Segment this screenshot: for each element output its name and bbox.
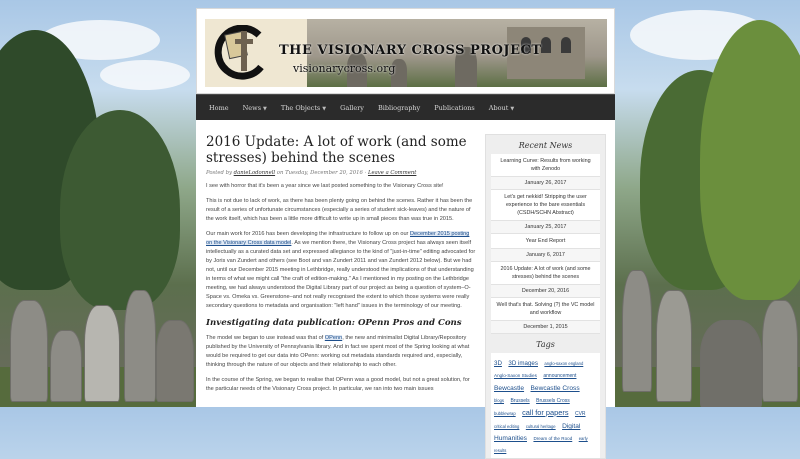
tag-link[interactable]: 3D	[494, 360, 502, 367]
logo-title: THE VISIONARY CROSS PROJECT	[279, 43, 542, 58]
tag-link[interactable]: Brussels	[510, 398, 530, 404]
news-item-date: December 20, 2016	[491, 285, 600, 298]
news-item-link[interactable]: Well that's that. Solving (?) the VC model and workflow	[491, 298, 600, 321]
paragraph-3: Our main work for 2016 has been developing the infrastructure to follow up on our December 2015 posting on the Visionary Cross data model. As we mention there, the Visionary Cross project has always seen itself intellectually as a curated data set and expressed allegiance to the kind of "just-in-time" editing advocated for by Joris van Zundert and others (see Boot and van Zundert 2011 and van Zundert 2012 below). But we had not, until our December 2015 meeting in Lethbridge, really understood the implications of that understanding in terms of what we might call "the craft of edition-making." As I mentioned in my posting on the Lethbridge meeting, we had always understood the Digital Library part of our project as being a question of system–O-Space vs. Omeka vs. Greenstone–and not really recognised the extent to which those systems were really secondary questions to metadata and organisation: "left hand" issues in the terminology of our meeting.	[206, 231, 476, 309]
nav-item-label: About	[488, 104, 509, 112]
tag-link[interactable]: Anglo-Saxon Studies	[494, 373, 537, 378]
recent-news-title: Recent News	[518, 141, 573, 150]
nav-item-gallery[interactable]	[333, 95, 371, 122]
tag-link[interactable]: Bewcastle	[494, 385, 525, 392]
news-item-date: December 1, 2015	[491, 321, 600, 334]
sidebar	[485, 134, 606, 459]
tag-link[interactable]: anglo-saxon england	[544, 361, 584, 366]
chevron-down-icon: ▼	[263, 106, 267, 112]
paragraph-1: I see with horror that it's been a year since we last posted something to the Visionary Cross site!	[206, 183, 444, 189]
cross-logo-icon	[211, 25, 267, 81]
meta-prefix: Posted by	[206, 170, 232, 176]
page-container	[196, 8, 615, 453]
tag-link[interactable]: Bewcastle Cross	[530, 385, 580, 392]
tag-link[interactable]: cultural heritage	[525, 424, 556, 429]
tag-link[interactable]: Digital	[562, 423, 581, 430]
nav-item-label: Home	[209, 104, 229, 112]
nav-item-label: Gallery	[340, 104, 364, 112]
nav-item-the-objects[interactable]	[274, 95, 333, 122]
content-area	[196, 120, 615, 453]
leave-comment-link[interactable]: Leave a Comment	[367, 170, 417, 176]
tags-title: Tags	[536, 340, 555, 349]
nav-item-label: News	[242, 104, 262, 112]
tag-link[interactable]: critical editing	[494, 424, 520, 429]
recent-news-list	[491, 154, 600, 334]
nav-item-publications[interactable]	[427, 95, 482, 122]
tag-link[interactable]: Dream of the Rood	[533, 436, 573, 441]
tag-cloud	[491, 353, 600, 458]
chevron-down-icon: ▼	[322, 106, 327, 112]
post-article	[206, 134, 476, 394]
post-meta	[206, 170, 476, 176]
tag-link[interactable]: bubblewrap	[494, 411, 516, 416]
nav-item-home[interactable]	[202, 95, 236, 122]
post-title[interactable]: 2016 Update: A lot of work (and some stresses) behind the scenes	[206, 134, 467, 166]
news-item-link[interactable]: Learning Curve: Results from working with Zenodo	[491, 154, 600, 177]
openn-link[interactable]: OPenn	[324, 335, 343, 341]
nav-item-label: Bibliography	[377, 104, 421, 112]
nav-item-news[interactable]	[236, 95, 274, 122]
news-item-link[interactable]: Year End Report	[491, 234, 600, 249]
tag-link[interactable]: announcement	[543, 373, 577, 379]
site-header	[196, 8, 615, 94]
author-link[interactable]: danieLodonnell	[233, 170, 276, 176]
chevron-down-icon: ▼	[510, 106, 515, 112]
paragraph-2: This is not due to lack of work, as there has been plenty going on behind the scenes. Rather it has been the result of a series of unfortunate circumstances (especially a series of student sick-leaves) and the nature of the work itself, which has been a little more difficult to write up in small pieces than was true in 2015.	[206, 198, 473, 222]
tag-link[interactable]: call for papers	[522, 408, 569, 417]
tag-link[interactable]: Humanities	[494, 435, 527, 442]
news-item-date: January 6, 2017	[491, 249, 600, 262]
tag-link[interactable]: Brussels Cross	[536, 398, 570, 404]
paragraph-5: In the course of the Spring, we began to realise that OPenn was a good model, but not a great solution, for the particular needs of the Visionary Cross project. In particular, we ran into two main issues	[206, 377, 470, 392]
news-item-link[interactable]: 2016 Update: A lot of work (and some stresses) behind the scenes	[491, 262, 600, 285]
nav-item-about[interactable]	[482, 95, 521, 122]
section-heading: Investigating data publication: OPenn Pros and Cons	[206, 318, 462, 328]
news-item-date: January 26, 2017	[491, 177, 600, 190]
news-item-link[interactable]: Let's get nekkid! Stripping the user experience to the bare essentials (CSDH/SCHN Abstract)	[491, 190, 600, 221]
nav-item-bibliography[interactable]	[371, 95, 427, 122]
nav-item-label: The Objects	[280, 104, 321, 112]
data-model-link[interactable]: December 2015 posting on the Visionary Cross data model	[206, 231, 470, 246]
tag-link[interactable]: CVR	[574, 411, 586, 417]
tag-link[interactable]: blogs	[494, 398, 505, 403]
paragraph-4: The model we began to use instead was that of OPenn, the new and minimalist Digital Library/Repository published by the University of Pennsylvania library. And in fact we spent most of the Spring looking at what would be required to get our data into OPenn: working out metadata standards required and, especially, thinking through the nature of our objects and their relationship to each other.	[206, 335, 470, 368]
tag-link[interactable]: early results	[494, 436, 588, 453]
nav-item-label: Publications	[434, 104, 475, 112]
site-logo-banner[interactable]	[205, 19, 607, 87]
meta-date: on Tuesday, December 20, 2016 ·	[276, 170, 367, 176]
logo-url: visionarycross.org	[293, 62, 396, 75]
tag-link[interactable]: 3D images	[508, 360, 538, 367]
news-item-date: January 25, 2017	[491, 221, 600, 234]
main-navigation	[196, 94, 615, 121]
